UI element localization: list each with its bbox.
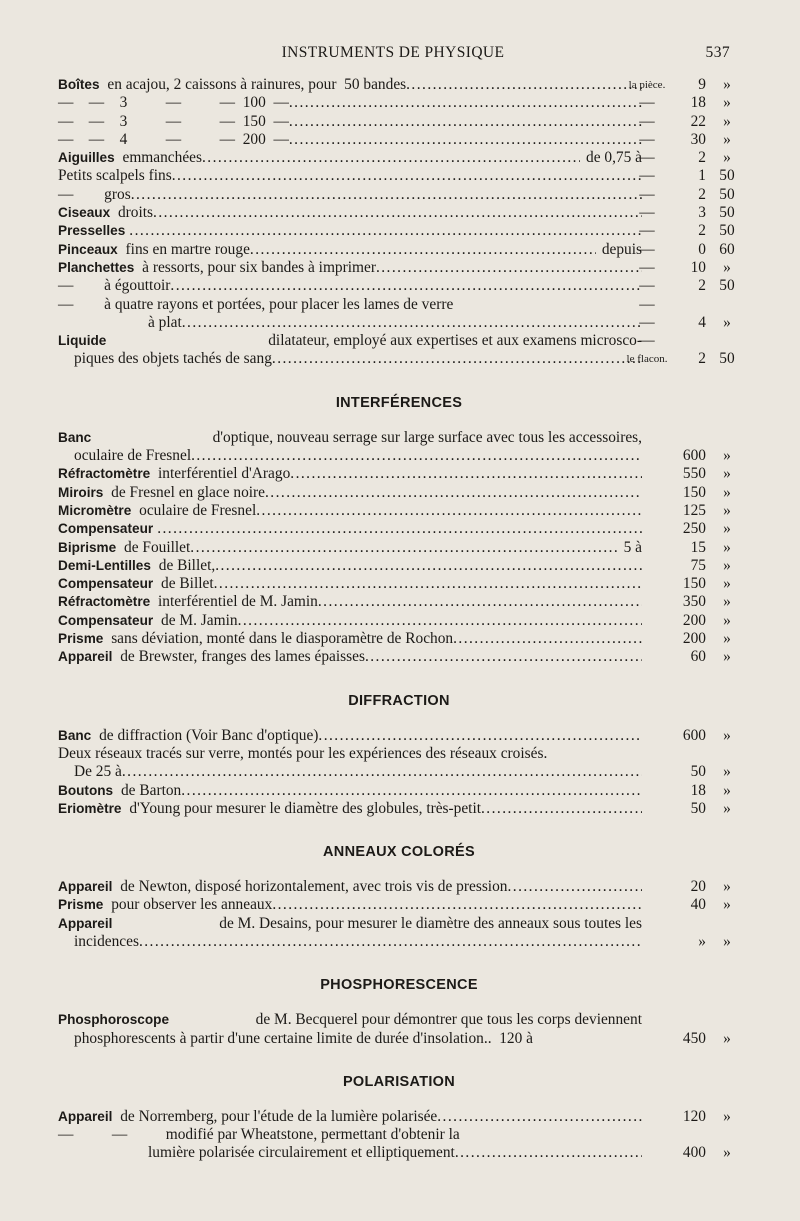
leader-dots: [265, 484, 642, 502]
price-centimes: »: [723, 149, 731, 167]
item-text: phosphorescents à partir d'une certaine limite de durée d'insolation.. 120 à: [74, 1029, 533, 1047]
price-francs: 600: [682, 447, 706, 465]
catalog-row: [58, 648, 740, 666]
row-description: [74, 933, 642, 951]
row-description: [58, 630, 642, 648]
price-centimes: 50: [719, 167, 735, 185]
price-francs: 9: [698, 76, 706, 93]
catalog-row: [58, 113, 740, 131]
item-text: Deux réseaux tracés sur verre, montés pour les expériences des réseaux croisés.: [58, 744, 548, 762]
item-text: — gros: [58, 185, 131, 203]
item-term: Compensateur: [58, 521, 154, 537]
item-text: de Newton, disposé horizontalement, avec trois vis de pression: [116, 878, 508, 896]
item-text: d'optique, nouveau serrage sur large surface avec tous les accessoires,: [208, 428, 642, 446]
catalog-row: [58, 350, 740, 368]
catalog-row: [58, 575, 740, 593]
item-term: Appareil: [58, 879, 113, 895]
row-description: [58, 612, 642, 630]
leader-dots: [365, 648, 642, 666]
price-centimes: »: [723, 447, 731, 465]
price-centimes: 60: [719, 240, 735, 258]
catalog-row: [58, 630, 740, 648]
section-polarisation: [58, 1108, 740, 1163]
catalog-content: [58, 76, 740, 1163]
row-description: [58, 94, 642, 112]
item-term: Prisme: [58, 897, 104, 913]
price-centimes: »: [723, 112, 731, 130]
item-term: Réfractomètre: [58, 466, 151, 482]
row-description: [74, 447, 642, 465]
item-text: — — 3 — — 150 —: [58, 112, 289, 130]
leader-dots: [129, 222, 642, 240]
price-centimes: »: [723, 538, 731, 556]
row-description: [58, 296, 642, 314]
price-unit: la pièce.: [628, 79, 666, 91]
price-francs: 450: [682, 1029, 706, 1047]
row-description: [58, 1011, 642, 1029]
price-francs: 10: [690, 258, 706, 276]
price-unit: —: [639, 94, 655, 112]
price-centimes: »: [723, 313, 731, 331]
catalog-row: [58, 332, 740, 350]
leader-dots: [202, 149, 580, 167]
item-term: Micromètre: [58, 502, 132, 518]
item-text: de Billet,: [154, 556, 216, 574]
catalog-row: [58, 1011, 740, 1029]
catalog-row: [58, 539, 740, 557]
item-text: — à égouttoir: [58, 277, 171, 295]
row-description: [58, 429, 642, 447]
price-centimes: »: [723, 520, 731, 538]
item-term: Eriomètre: [58, 800, 122, 816]
catalog-row: [58, 557, 740, 575]
price-centimes: »: [723, 630, 731, 648]
catalog-row: [58, 222, 740, 240]
price-francs: 50: [690, 763, 706, 781]
price-francs: 50: [690, 799, 706, 817]
price-francs: 40: [690, 896, 706, 914]
price-centimes: »: [723, 763, 731, 781]
price-francs: 20: [690, 878, 706, 896]
price-centimes: »: [723, 932, 731, 950]
leader-dots: [157, 520, 642, 538]
row-description: [58, 782, 642, 800]
catalog-row: [58, 204, 740, 222]
item-term: Appareil: [58, 915, 113, 931]
price-centimes: »: [723, 130, 731, 148]
price-centimes: »: [723, 465, 731, 483]
row-description: [58, 575, 642, 593]
price-centimes: »: [723, 593, 731, 611]
item-text: Petits scalpels fins: [58, 167, 172, 185]
item-text: — à quatre rayons et portées, pour placer les lames de verre: [58, 295, 454, 313]
price-francs: 1: [698, 167, 706, 185]
price-francs: »: [698, 932, 706, 950]
leader-dots: [153, 204, 642, 222]
price-centimes: »: [723, 878, 731, 896]
page-number: 537: [705, 44, 730, 61]
leader-dots: [214, 575, 642, 593]
leader-dots: [181, 782, 642, 800]
price-francs: 18: [690, 94, 706, 112]
row-description: [58, 332, 642, 350]
price-unit: —: [639, 332, 655, 350]
price-unit: —: [639, 130, 655, 148]
row-description: [74, 1030, 642, 1048]
item-text: sans déviation, monté dans le diasporamètre de Rochon: [107, 630, 454, 648]
catalog-row: [58, 259, 740, 277]
row-description: [58, 1126, 642, 1144]
section-dissection-tools: [58, 76, 740, 369]
row-description: [148, 1144, 642, 1162]
leader-dots: [437, 1108, 642, 1126]
running-header: [56, 44, 730, 64]
leader-dots: [256, 502, 642, 520]
item-text: emmanchées: [118, 149, 202, 167]
price-centimes: »: [723, 1029, 731, 1047]
catalog-row: [58, 186, 740, 204]
item-text: lumière polarisée circulairement et elliptiquement: [148, 1144, 455, 1162]
leader-dots: [238, 612, 642, 630]
item-text: incidences: [74, 932, 139, 950]
item-text: de Fouillet: [120, 538, 191, 556]
item-text: en acajou, 2 caissons à rainures, pour 50 bandes: [103, 76, 407, 93]
catalog-row: [58, 131, 740, 149]
price-centimes: 50: [719, 350, 735, 368]
leader-dots: [182, 314, 642, 332]
catalog-row: [58, 520, 740, 538]
row-description: [58, 222, 642, 240]
price-francs: 60: [690, 648, 706, 666]
price-francs: 250: [682, 520, 706, 538]
item-text: interférentiel de M. Jamin: [154, 593, 318, 611]
item-text: de Billet: [157, 575, 214, 593]
catalog-row: [58, 502, 740, 520]
catalog-row: [58, 465, 740, 483]
item-term: Compensateur: [58, 612, 154, 628]
section-heading-phosphorescence: PHOSPHORESCENCE: [320, 977, 478, 994]
price-unit: —: [639, 167, 655, 185]
row-description: [58, 277, 642, 295]
item-text: piques des objets tachés de sang: [74, 350, 272, 368]
item-text: — — 4 — — 200 —: [58, 130, 289, 148]
row-description: [58, 149, 642, 167]
row-description: [58, 484, 642, 502]
price-francs: 2: [698, 350, 706, 368]
leader-dots: [406, 76, 642, 94]
item-text: de Fresnel en glace noire: [107, 483, 266, 501]
catalog-row: [58, 1030, 740, 1048]
price-francs: 125: [682, 501, 706, 519]
price-francs: 2: [698, 222, 706, 240]
item-term: Phosphoroscope: [58, 1012, 170, 1028]
catalog-row: [58, 878, 740, 896]
leader-dots: [172, 167, 642, 185]
price-francs: 22: [690, 112, 706, 130]
item-text: à ressorts, pour six bandes à imprimer: [138, 258, 376, 276]
row-description: [148, 314, 642, 332]
item-text: — — 3 — — 100 —: [58, 94, 289, 112]
price-note: depuis: [601, 240, 642, 258]
price-centimes: 50: [719, 204, 735, 222]
row-description: [58, 896, 642, 914]
item-text: pour observer les anneaux: [107, 896, 273, 914]
item-text: de Barton: [117, 781, 182, 799]
item-text: oculaire de Fresnel: [135, 501, 257, 519]
row-description: [58, 465, 642, 483]
row-description: [58, 502, 642, 520]
price-francs: 2: [698, 185, 706, 203]
row-description: [58, 167, 642, 185]
item-text: d'Young pour mesurer le diamètre des globules, très-petit: [125, 799, 482, 817]
price-centimes: »: [723, 648, 731, 666]
leader-dots: [453, 630, 642, 648]
row-description: [58, 648, 642, 666]
item-term: Pinceaux: [58, 241, 118, 257]
item-term: Aiguilles: [58, 150, 115, 166]
item-term: Ciseaux: [58, 205, 111, 221]
price-francs: 120: [682, 1107, 706, 1125]
item-text: de M. Jamin: [157, 611, 238, 629]
leader-dots: [290, 465, 642, 483]
item-term: Prisme: [58, 631, 104, 647]
price-francs: 2: [698, 277, 706, 295]
price-centimes: »: [723, 611, 731, 629]
header-title: INSTRUMENTS DE PHYSIQUE: [281, 44, 505, 61]
item-term: Biprisme: [58, 539, 117, 555]
item-text: interférentiel d'Arago: [154, 465, 291, 483]
price-francs: 200: [682, 611, 706, 629]
catalog-row: [58, 763, 740, 781]
row-description: [58, 800, 642, 818]
leader-dots: [289, 131, 642, 149]
price-francs: 18: [690, 781, 706, 799]
price-centimes: »: [723, 258, 731, 276]
leader-dots: [481, 800, 642, 818]
price-unit: —: [639, 258, 655, 276]
catalog-row: [58, 76, 740, 94]
leader-dots: [376, 259, 642, 277]
row-description: [58, 259, 642, 277]
row-description: [58, 593, 642, 611]
catalog-row: [58, 915, 740, 933]
row-description: [58, 727, 642, 745]
row-description: [58, 131, 642, 149]
section-interferences: [58, 429, 740, 667]
item-term: Demi-Lentilles: [58, 557, 151, 573]
item-term: Liquide: [58, 333, 107, 349]
leader-dots: [170, 277, 642, 295]
leader-dots: [455, 1144, 642, 1162]
catalog-row: [58, 1144, 740, 1162]
catalog-row: [58, 149, 740, 167]
price-francs: 30: [690, 130, 706, 148]
price-centimes: »: [723, 483, 731, 501]
section-heading-anneaux: ANNEAUX COLORÉS: [323, 844, 475, 861]
leader-dots: [272, 350, 642, 368]
catalog-row: [58, 447, 740, 465]
price-centimes: »: [723, 799, 731, 817]
row-description: [58, 878, 642, 896]
price-francs: 150: [682, 575, 706, 593]
leader-dots: [139, 933, 642, 951]
row-description: [58, 539, 642, 557]
item-text: fins en martre rouge: [121, 240, 250, 258]
price-francs: 2: [698, 149, 706, 167]
price-centimes: 50: [719, 222, 735, 240]
leader-dots: [190, 539, 617, 557]
catalog-row: [58, 745, 740, 763]
price-francs: 3: [698, 204, 706, 222]
item-text: à plat: [148, 313, 182, 331]
section-heading-polarisation: POLARISATION: [342, 1073, 456, 1090]
price-francs: 75: [690, 556, 706, 574]
item-term: Boutons: [58, 782, 114, 798]
item-text: oculaire de Fresnel: [74, 447, 192, 465]
catalog-row: [58, 296, 740, 314]
price-francs: 350: [682, 593, 706, 611]
item-text: de Norremberg, pour l'étude de la lumière polarisée: [116, 1107, 438, 1125]
section-diffraction: [58, 727, 740, 818]
price-centimes: »: [723, 76, 731, 93]
price-centimes: »: [723, 501, 731, 519]
catalog-row: [58, 727, 740, 745]
item-term: Appareil: [58, 649, 113, 665]
row-description: [58, 520, 642, 538]
price-note: de 0,75 à: [586, 149, 642, 167]
catalog-row: [58, 593, 740, 611]
row-description: [58, 76, 642, 94]
row-description: [58, 204, 642, 222]
price-centimes: »: [723, 896, 731, 914]
leader-dots: [131, 186, 642, 204]
leader-dots: [318, 727, 642, 745]
row-description: [58, 557, 642, 575]
item-term: Appareil: [58, 1108, 113, 1124]
catalog-row: [58, 314, 740, 332]
price-unit: le flacon.: [626, 353, 668, 366]
row-description: [58, 745, 642, 763]
price-unit: —: [639, 240, 655, 258]
price-centimes: 50: [719, 277, 735, 295]
catalog-row: [58, 800, 740, 818]
section-heading-diffraction: DIFFRACTION: [348, 692, 450, 709]
catalog-row: [58, 277, 740, 295]
price-unit: —: [639, 295, 655, 313]
leader-dots: [250, 241, 596, 259]
catalog-row: [58, 241, 740, 259]
catalog-row: [58, 933, 740, 951]
catalog-row: [58, 612, 740, 630]
price-unit: —: [639, 112, 655, 130]
price-francs: 400: [682, 1144, 706, 1162]
catalog-row: [58, 1126, 740, 1144]
row-description: [58, 241, 642, 259]
leader-dots: [507, 878, 642, 896]
item-term: Planchettes: [58, 259, 135, 275]
price-unit: —: [639, 277, 655, 295]
leader-dots: [122, 763, 642, 781]
section-phosphorescence: [58, 1011, 740, 1048]
leader-dots: [289, 113, 642, 131]
catalog-row: [58, 429, 740, 447]
price-centimes: »: [723, 726, 731, 744]
row-description: [74, 763, 642, 781]
item-text: de M. Becquerel pour démontrer que tous les corps deviennent: [251, 1011, 642, 1029]
price-unit: —: [639, 313, 655, 331]
item-term: Réfractomètre: [58, 594, 151, 610]
price-centimes: »: [723, 1144, 731, 1162]
row-description: [58, 1108, 642, 1126]
catalog-row: [58, 1108, 740, 1126]
item-term: Banc: [58, 727, 92, 743]
price-francs: 600: [682, 726, 706, 744]
row-description: [74, 350, 642, 368]
item-text: de diffraction (Voir Banc d'optique): [95, 726, 319, 744]
leader-dots: [289, 94, 642, 112]
price-unit: —: [639, 204, 655, 222]
item-text: De 25 à: [74, 763, 122, 781]
item-term: Miroirs: [58, 484, 104, 500]
price-centimes: »: [723, 94, 731, 112]
catalog-row: [58, 94, 740, 112]
price-francs: 15: [690, 538, 706, 556]
price-centimes: »: [723, 1107, 731, 1125]
catalog-row: [58, 167, 740, 185]
row-description: [58, 113, 642, 131]
price-francs: 0: [698, 240, 706, 258]
price-note: 5 à: [623, 538, 642, 556]
item-term: Banc: [58, 429, 92, 445]
row-description: [58, 186, 642, 204]
leader-dots: [191, 447, 642, 465]
price-francs: 200: [682, 630, 706, 648]
catalog-row: [58, 484, 740, 502]
catalog-row: [58, 782, 740, 800]
item-text: — — modifié par Wheatstone, permettant d'obtenir la: [58, 1126, 460, 1144]
item-text: droits: [114, 204, 154, 222]
item-term: Boîtes: [58, 77, 100, 92]
price-centimes: »: [723, 781, 731, 799]
leader-dots: [215, 557, 642, 575]
price-francs: 550: [682, 465, 706, 483]
item-text: de Brewster, franges des lames épaisses: [116, 648, 365, 666]
leader-dots: [318, 593, 642, 611]
price-unit: —: [639, 185, 655, 203]
item-text: dilatateur, employé aux expertises et aux examens microsco-: [264, 332, 642, 350]
price-unit: —: [639, 222, 655, 240]
catalog-row: [58, 896, 740, 914]
item-text: de M. Desains, pour mesurer le diamètre des anneaux sous toutes les: [215, 914, 642, 932]
row-description: [58, 915, 642, 933]
item-term: Presselles: [58, 223, 126, 239]
price-centimes: 50: [719, 185, 735, 203]
leader-dots: [272, 896, 642, 914]
price-unit: —: [639, 149, 655, 167]
price-francs: 4: [698, 313, 706, 331]
item-term: Compensateur: [58, 576, 154, 592]
price-centimes: »: [723, 575, 731, 593]
price-francs: 150: [682, 483, 706, 501]
section-heading-interferences: INTERFÉRENCES: [335, 394, 463, 411]
price-centimes: »: [723, 556, 731, 574]
section-anneaux-colores: [58, 878, 740, 951]
